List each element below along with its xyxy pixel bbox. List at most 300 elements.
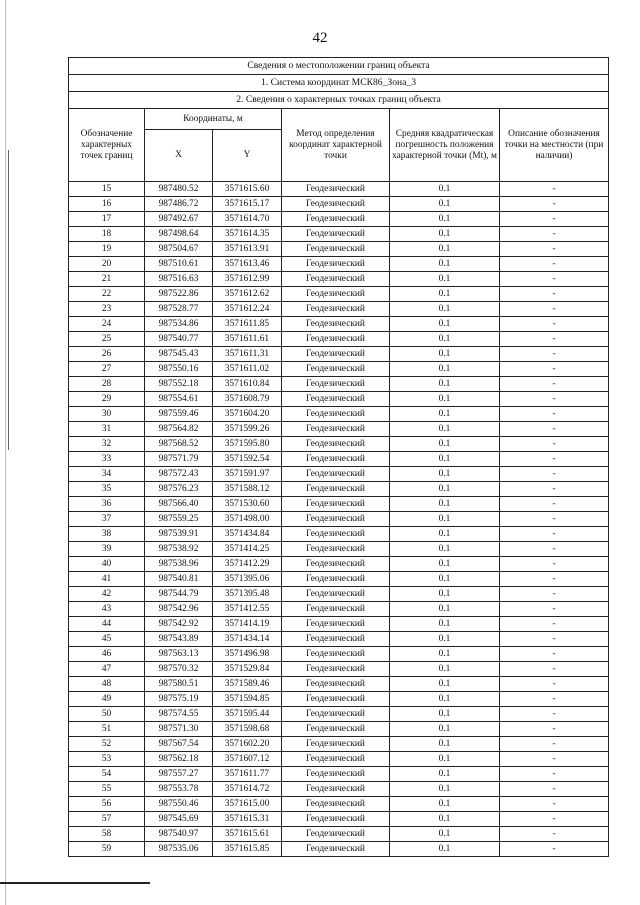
precision-cell: 0.1 [390, 677, 500, 692]
table-row [69, 782, 609, 797]
table-row [69, 482, 609, 497]
x-coordinate-cell: 987570.32 [145, 662, 213, 677]
point-number-cell: 45 [69, 632, 145, 647]
y-coordinate-cell: 3571588.12 [213, 482, 282, 497]
description-cell: - [500, 422, 609, 437]
precision-cell: 0.1 [390, 452, 500, 467]
method-cell: Геодезический [282, 257, 390, 272]
x-coordinate-cell: 987540.77 [145, 332, 213, 347]
x-coordinate-cell: 987545.43 [145, 347, 213, 362]
scan-edge-line [5, 0, 6, 905]
table-row [69, 827, 609, 842]
header-y: Y [213, 130, 282, 182]
point-number-cell: 26 [69, 347, 145, 362]
table-row [69, 317, 609, 332]
description-cell: - [500, 707, 609, 722]
point-number-cell: 46 [69, 647, 145, 662]
table-row [69, 512, 609, 527]
point-number-cell: 39 [69, 542, 145, 557]
description-cell: - [500, 572, 609, 587]
precision-cell: 0.1 [390, 602, 500, 617]
table-row [69, 647, 609, 662]
x-coordinate-cell: 987574.55 [145, 707, 213, 722]
point-number-cell: 57 [69, 812, 145, 827]
description-cell: - [500, 362, 609, 377]
header-x: X [145, 130, 213, 182]
point-number-cell: 16 [69, 197, 145, 212]
x-coordinate-cell: 987554.61 [145, 392, 213, 407]
description-cell: - [500, 752, 609, 767]
y-coordinate-cell: 3571611.31 [213, 347, 282, 362]
y-coordinate-cell: 3571607.12 [213, 752, 282, 767]
y-coordinate-cell: 3571614.35 [213, 227, 282, 242]
precision-cell: 0.1 [390, 422, 500, 437]
method-cell: Геодезический [282, 602, 390, 617]
method-cell: Геодезический [282, 827, 390, 842]
header-coordinates: Координаты, м [145, 109, 282, 130]
x-coordinate-cell: 987542.92 [145, 617, 213, 632]
point-number-cell: 18 [69, 227, 145, 242]
table-row [69, 842, 609, 857]
precision-cell: 0.1 [390, 512, 500, 527]
method-cell: Геодезический [282, 197, 390, 212]
precision-cell: 0.1 [390, 392, 500, 407]
method-cell: Геодезический [282, 752, 390, 767]
precision-cell: 0.1 [390, 827, 500, 842]
method-cell: Геодезический [282, 722, 390, 737]
precision-cell: 0.1 [390, 212, 500, 227]
table-row [69, 347, 609, 362]
x-coordinate-cell: 987575.19 [145, 692, 213, 707]
page-number: 42 [312, 30, 328, 46]
method-cell: Геодезический [282, 707, 390, 722]
method-cell: Геодезический [282, 737, 390, 752]
x-coordinate-cell: 987564.82 [145, 422, 213, 437]
method-cell: Геодезический [282, 242, 390, 257]
method-cell: Геодезический [282, 482, 390, 497]
x-coordinate-cell: 987480.52 [145, 182, 213, 197]
description-cell: - [500, 302, 609, 317]
method-cell: Геодезический [282, 347, 390, 362]
precision-cell: 0.1 [390, 347, 500, 362]
table-row [69, 212, 609, 227]
method-cell: Геодезический [282, 797, 390, 812]
precision-cell: 0.1 [390, 482, 500, 497]
x-coordinate-cell: 987567.54 [145, 737, 213, 752]
header-description: Описание обозначения точки на местности (при наличии) [500, 109, 609, 182]
coordinate-system-line: 1. Система координат МСК86_Зона_3 [69, 75, 609, 92]
y-coordinate-cell: 3571598.68 [213, 722, 282, 737]
method-cell: Геодезический [282, 287, 390, 302]
table-title: Сведения о местоположении границ объекта [69, 58, 609, 75]
x-coordinate-cell: 987504.67 [145, 242, 213, 257]
table-row [69, 332, 609, 347]
x-coordinate-cell: 987538.92 [145, 542, 213, 557]
description-cell: - [500, 842, 609, 857]
table-row [69, 602, 609, 617]
point-number-cell: 20 [69, 257, 145, 272]
x-coordinate-cell: 987540.81 [145, 572, 213, 587]
description-cell: - [500, 542, 609, 557]
precision-cell: 0.1 [390, 782, 500, 797]
point-number-cell: 59 [69, 842, 145, 857]
description-cell: - [500, 692, 609, 707]
precision-cell: 0.1 [390, 242, 500, 257]
point-number-cell: 55 [69, 782, 145, 797]
x-coordinate-cell: 987550.16 [145, 362, 213, 377]
y-coordinate-cell: 3571611.77 [213, 767, 282, 782]
precision-cell: 0.1 [390, 617, 500, 632]
point-number-cell: 35 [69, 482, 145, 497]
x-coordinate-cell: 987572.43 [145, 467, 213, 482]
point-number-cell: 49 [69, 692, 145, 707]
method-cell: Геодезический [282, 317, 390, 332]
x-coordinate-cell: 987498.64 [145, 227, 213, 242]
table-row [69, 662, 609, 677]
description-cell: - [500, 617, 609, 632]
table-row [69, 722, 609, 737]
table-row [69, 257, 609, 272]
description-cell: - [500, 467, 609, 482]
y-coordinate-cell: 3571412.55 [213, 602, 282, 617]
point-number-cell: 41 [69, 572, 145, 587]
x-coordinate-cell: 987522.86 [145, 287, 213, 302]
point-number-cell: 15 [69, 182, 145, 197]
point-number-cell: 29 [69, 392, 145, 407]
precision-cell: 0.1 [390, 812, 500, 827]
scan-edge-mark [8, 150, 9, 450]
table-row [69, 557, 609, 572]
y-coordinate-cell: 3571496.98 [213, 647, 282, 662]
description-cell: - [500, 257, 609, 272]
precision-cell: 0.1 [390, 707, 500, 722]
y-coordinate-cell: 3571602.20 [213, 737, 282, 752]
description-cell: - [500, 317, 609, 332]
table-row [69, 272, 609, 287]
boundary-points-table [68, 57, 609, 857]
table-row [69, 767, 609, 782]
table-row [69, 542, 609, 557]
point-number-cell: 28 [69, 377, 145, 392]
y-coordinate-cell: 3571414.25 [213, 542, 282, 557]
description-cell: - [500, 782, 609, 797]
method-cell: Геодезический [282, 332, 390, 347]
x-coordinate-cell: 987571.30 [145, 722, 213, 737]
method-cell: Геодезический [282, 497, 390, 512]
description-cell: - [500, 587, 609, 602]
precision-cell: 0.1 [390, 587, 500, 602]
description-cell: - [500, 602, 609, 617]
point-number-cell: 40 [69, 557, 145, 572]
description-cell: - [500, 662, 609, 677]
point-number-cell: 33 [69, 452, 145, 467]
precision-cell: 0.1 [390, 722, 500, 737]
y-coordinate-cell: 3571615.85 [213, 842, 282, 857]
point-number-cell: 38 [69, 527, 145, 542]
x-coordinate-cell: 987576.23 [145, 482, 213, 497]
x-coordinate-cell: 987542.96 [145, 602, 213, 617]
precision-cell: 0.1 [390, 182, 500, 197]
table-body [69, 182, 609, 857]
method-cell: Геодезический [282, 377, 390, 392]
precision-cell: 0.1 [390, 407, 500, 422]
point-number-cell: 43 [69, 602, 145, 617]
y-coordinate-cell: 3571604.20 [213, 407, 282, 422]
y-coordinate-cell: 3571614.72 [213, 782, 282, 797]
precision-cell: 0.1 [390, 332, 500, 347]
table-row [69, 242, 609, 257]
point-number-cell: 53 [69, 752, 145, 767]
table-row [69, 362, 609, 377]
x-coordinate-cell: 987534.86 [145, 317, 213, 332]
y-coordinate-cell: 3571612.99 [213, 272, 282, 287]
y-coordinate-cell: 3571611.02 [213, 362, 282, 377]
point-number-cell: 24 [69, 317, 145, 332]
y-coordinate-cell: 3571614.70 [213, 212, 282, 227]
table-row [69, 497, 609, 512]
table-row [69, 407, 609, 422]
section-line: 2. Сведения о характерных точках границ объекта [69, 92, 609, 109]
description-cell: - [500, 407, 609, 422]
table-row [69, 587, 609, 602]
method-cell: Геодезический [282, 272, 390, 287]
y-coordinate-cell: 3571395.06 [213, 572, 282, 587]
y-coordinate-cell: 3571595.80 [213, 437, 282, 452]
point-number-cell: 23 [69, 302, 145, 317]
method-cell: Геодезический [282, 512, 390, 527]
precision-cell: 0.1 [390, 287, 500, 302]
footer-rule [0, 882, 150, 884]
table-row [69, 302, 609, 317]
point-number-cell: 48 [69, 677, 145, 692]
description-cell: - [500, 557, 609, 572]
point-number-cell: 21 [69, 272, 145, 287]
method-cell: Геодезический [282, 632, 390, 647]
x-coordinate-cell: 987562.18 [145, 752, 213, 767]
y-coordinate-cell: 3571434.14 [213, 632, 282, 647]
table-row [69, 632, 609, 647]
precision-cell: 0.1 [390, 527, 500, 542]
y-coordinate-cell: 3571591.97 [213, 467, 282, 482]
method-cell: Геодезический [282, 392, 390, 407]
x-coordinate-cell: 987563.13 [145, 647, 213, 662]
table-row [69, 467, 609, 482]
precision-cell: 0.1 [390, 197, 500, 212]
x-coordinate-cell: 987516.63 [145, 272, 213, 287]
table-row [69, 287, 609, 302]
method-cell: Геодезический [282, 662, 390, 677]
point-number-cell: 42 [69, 587, 145, 602]
description-cell: - [500, 512, 609, 527]
description-cell: - [500, 767, 609, 782]
point-number-cell: 27 [69, 362, 145, 377]
method-cell: Геодезический [282, 362, 390, 377]
method-cell: Геодезический [282, 677, 390, 692]
description-cell: - [500, 332, 609, 347]
precision-cell: 0.1 [390, 272, 500, 287]
precision-cell: 0.1 [390, 257, 500, 272]
description-cell: - [500, 677, 609, 692]
description-cell: - [500, 827, 609, 842]
table-row [69, 677, 609, 692]
header-method: Метод определения координат характерной точки [282, 109, 390, 182]
point-number-cell: 30 [69, 407, 145, 422]
method-cell: Геодезический [282, 572, 390, 587]
description-cell: - [500, 287, 609, 302]
description-cell: - [500, 812, 609, 827]
description-cell: - [500, 452, 609, 467]
x-coordinate-cell: 987545.69 [145, 812, 213, 827]
method-cell: Геодезический [282, 542, 390, 557]
table-row [69, 197, 609, 212]
precision-cell: 0.1 [390, 767, 500, 782]
description-cell: - [500, 347, 609, 362]
description-cell: - [500, 722, 609, 737]
table-row [69, 812, 609, 827]
point-number-cell: 50 [69, 707, 145, 722]
table-row [69, 392, 609, 407]
precision-cell: 0.1 [390, 662, 500, 677]
table-row [69, 707, 609, 722]
method-cell: Геодезический [282, 407, 390, 422]
precision-cell: 0.1 [390, 467, 500, 482]
description-cell: - [500, 182, 609, 197]
precision-cell: 0.1 [390, 557, 500, 572]
precision-cell: 0.1 [390, 227, 500, 242]
method-cell: Геодезический [282, 437, 390, 452]
point-number-cell: 51 [69, 722, 145, 737]
method-cell: Геодезический [282, 467, 390, 482]
x-coordinate-cell: 987544.79 [145, 587, 213, 602]
y-coordinate-cell: 3571613.46 [213, 257, 282, 272]
description-cell: - [500, 272, 609, 287]
point-number-cell: 34 [69, 467, 145, 482]
method-cell: Геодезический [282, 182, 390, 197]
table-row [69, 452, 609, 467]
x-coordinate-cell: 987492.67 [145, 212, 213, 227]
description-cell: - [500, 242, 609, 257]
precision-cell: 0.1 [390, 842, 500, 857]
y-coordinate-cell: 3571615.31 [213, 812, 282, 827]
x-coordinate-cell: 987510.61 [145, 257, 213, 272]
x-coordinate-cell: 987540.97 [145, 827, 213, 842]
x-coordinate-cell: 987539.91 [145, 527, 213, 542]
y-coordinate-cell: 3571530.60 [213, 497, 282, 512]
method-cell: Геодезический [282, 422, 390, 437]
method-cell: Геодезический [282, 227, 390, 242]
precision-cell: 0.1 [390, 497, 500, 512]
description-cell: - [500, 377, 609, 392]
method-cell: Геодезический [282, 617, 390, 632]
x-coordinate-cell: 987550.46 [145, 797, 213, 812]
table-row [69, 422, 609, 437]
y-coordinate-cell: 3571615.60 [213, 182, 282, 197]
y-coordinate-cell: 3571595.44 [213, 707, 282, 722]
table-row [69, 617, 609, 632]
point-number-cell: 25 [69, 332, 145, 347]
method-cell: Геодезический [282, 767, 390, 782]
point-number-cell: 58 [69, 827, 145, 842]
y-coordinate-cell: 3571615.00 [213, 797, 282, 812]
precision-cell: 0.1 [390, 317, 500, 332]
table-row [69, 377, 609, 392]
y-coordinate-cell: 3571611.61 [213, 332, 282, 347]
point-number-cell: 31 [69, 422, 145, 437]
point-number-cell: 56 [69, 797, 145, 812]
table-row [69, 182, 609, 197]
point-number-cell: 47 [69, 662, 145, 677]
x-coordinate-cell: 987559.25 [145, 512, 213, 527]
method-cell: Геодезический [282, 557, 390, 572]
y-coordinate-cell: 3571434.84 [213, 527, 282, 542]
point-number-cell: 17 [69, 212, 145, 227]
precision-cell: 0.1 [390, 542, 500, 557]
header-point-label: Обозначение характерных точек границ [69, 109, 145, 182]
point-number-cell: 22 [69, 287, 145, 302]
precision-cell: 0.1 [390, 647, 500, 662]
x-coordinate-cell: 987557.27 [145, 767, 213, 782]
point-number-cell: 36 [69, 497, 145, 512]
y-coordinate-cell: 3571608.79 [213, 392, 282, 407]
x-coordinate-cell: 987538.96 [145, 557, 213, 572]
method-cell: Геодезический [282, 692, 390, 707]
point-number-cell: 32 [69, 437, 145, 452]
description-cell: - [500, 797, 609, 812]
description-cell: - [500, 527, 609, 542]
y-coordinate-cell: 3571498.00 [213, 512, 282, 527]
precision-cell: 0.1 [390, 437, 500, 452]
x-coordinate-cell: 987559.46 [145, 407, 213, 422]
description-cell: - [500, 737, 609, 752]
header-precision: Средняя квадратическая погрешность положения характерной точки (Mt), м [390, 109, 500, 182]
method-cell: Геодезический [282, 647, 390, 662]
description-cell: - [500, 197, 609, 212]
table-row [69, 227, 609, 242]
precision-cell: 0.1 [390, 692, 500, 707]
y-coordinate-cell: 3571611.85 [213, 317, 282, 332]
table-row [69, 737, 609, 752]
description-cell: - [500, 632, 609, 647]
precision-cell: 0.1 [390, 752, 500, 767]
method-cell: Геодезический [282, 782, 390, 797]
point-number-cell: 19 [69, 242, 145, 257]
y-coordinate-cell: 3571615.17 [213, 197, 282, 212]
method-cell: Геодезический [282, 842, 390, 857]
method-cell: Геодезический [282, 452, 390, 467]
method-cell: Геодезический [282, 812, 390, 827]
point-number-cell: 54 [69, 767, 145, 782]
precision-cell: 0.1 [390, 377, 500, 392]
precision-cell: 0.1 [390, 572, 500, 587]
description-cell: - [500, 482, 609, 497]
y-coordinate-cell: 3571599.26 [213, 422, 282, 437]
description-cell: - [500, 392, 609, 407]
x-coordinate-cell: 987543.89 [145, 632, 213, 647]
table-row [69, 527, 609, 542]
description-cell: - [500, 212, 609, 227]
x-coordinate-cell: 987568.52 [145, 437, 213, 452]
description-cell: - [500, 497, 609, 512]
y-coordinate-cell: 3571612.62 [213, 287, 282, 302]
y-coordinate-cell: 3571613.91 [213, 242, 282, 257]
method-cell: Геодезический [282, 587, 390, 602]
y-coordinate-cell: 3571414.19 [213, 617, 282, 632]
x-coordinate-cell: 987580.51 [145, 677, 213, 692]
method-cell: Геодезический [282, 302, 390, 317]
table-row [69, 797, 609, 812]
table-row [69, 692, 609, 707]
y-coordinate-cell: 3571594.85 [213, 692, 282, 707]
